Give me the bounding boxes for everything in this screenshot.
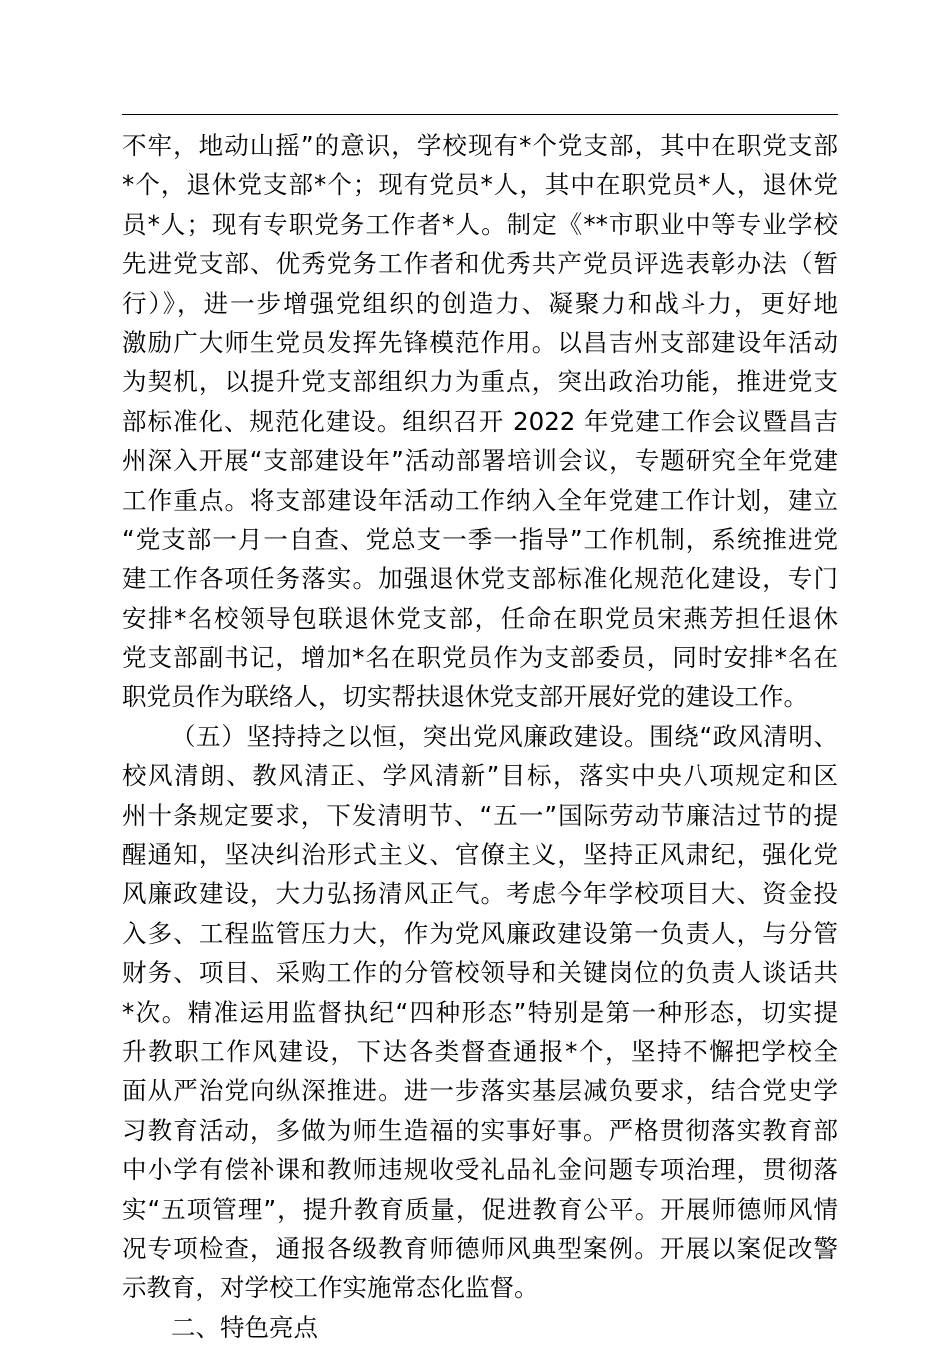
text-line: 风廉政建设，大力弘扬清风正气。考虑今年学校项目大、资金投 (122, 879, 838, 909)
text-line: 校风清朗、教风清正、学风清新”目标，落实中央八项规定和区 (122, 761, 838, 791)
text-line: 实“五项管理”，提升教育质量，促进教育公平。开展师德师风情 (122, 1194, 838, 1224)
text-line: 州十条规定要求，下发清明节、“五一”国际劳动节廉洁过节的提 (122, 800, 838, 830)
text-line: 部标准化、规范化建设。组织召开 2022 年党建工作会议暨昌吉 (122, 406, 838, 436)
text-line: 财务、项目、采购工作的分管校领导和关键岗位的负责人谈话共 (122, 958, 838, 988)
text-line: 醒通知，坚决纠治形式主义、官僚主义，坚持正风肃纪，强化党 (122, 840, 838, 870)
text-line: 建工作各项任务落实。加强退休党支部标准化规范化建设，专门 (122, 564, 838, 594)
text-line: 升教职工作风建设，下达各类督查通报*个，坚持不懈把学校全 (122, 1036, 838, 1066)
text-line: 不牢，地动山摇”的意识，学校现有*个党支部，其中在职党支部 (122, 131, 838, 160)
text-line: 工作重点。将支部建设年活动工作纳入全年党建工作计划，建立 (122, 485, 838, 515)
text-line: 先进党支部、优秀党务工作者和优秀共产党员评选表彰办法（暂 (122, 249, 838, 279)
text-line: 为契机，以提升党支部组织力为重点，突出政治功能，推进党支 (122, 367, 838, 397)
text-line: *个，退休党支部*个；现有党员*人，其中在职党员*人，退休党 (122, 170, 838, 200)
text-line: 员*人；现有专职党务工作者*人。制定《**市职业中等专业学校 (122, 209, 838, 239)
section-heading: 二、特色亮点 (171, 1312, 318, 1342)
text-line: 激励广大师生党员发挥先锋模范作用。以昌吉州支部建设年活动 (122, 327, 838, 357)
text-line: 安排*名校领导包联退休党支部，任命在职党员宋燕芳担任退休 (122, 603, 838, 633)
text-line: 行）》，进一步增强党组织的创造力、凝聚力和战斗力，更好地 (122, 288, 838, 318)
header-rule (122, 114, 838, 115)
text-line: 习教育活动，多做为师生造福的实事好事。严格贯彻落实教育部 (122, 1115, 838, 1145)
text-line: *次。精准运用监督执纪“四种形态”特别是第一种形态，切实提 (122, 997, 838, 1027)
text-line: 况专项检查，通报各级教育师德师风典型案例。开展以案促改警 (122, 1233, 838, 1263)
body-text (122, 126, 838, 1347)
text-line: 党支部副书记，增加*名在职党员作为支部委员，同时安排*名在 (122, 643, 838, 673)
text-line: 面从严治党向纵深推进。进一步落实基层减负要求，结合党史学 (122, 1076, 838, 1106)
text-line: “党支部一月一自查、党总支一季一指导”工作机制，系统推进党 (122, 524, 838, 554)
text-line: 州深入开展“支部建设年”活动部署培训会议，专题研究全年党建 (122, 446, 838, 476)
text-line: 中小学有偿补课和教师违规收受礼品礼金问题专项治理，贯彻落 (122, 1155, 838, 1185)
text-line: 职党员作为联络人，切实帮扶退休党支部开展好党的建设工作。 (122, 682, 808, 712)
section-heading-line: （五）坚持持之以恒，突出党风廉政建设。围绕“政风清明、 (171, 721, 838, 751)
text-line: 示教育，对学校工作实施常态化监督。 (122, 1273, 539, 1303)
text-line: 入多、工程监管压力大，作为党风廉政建设第一负责人，与分管 (122, 918, 838, 948)
